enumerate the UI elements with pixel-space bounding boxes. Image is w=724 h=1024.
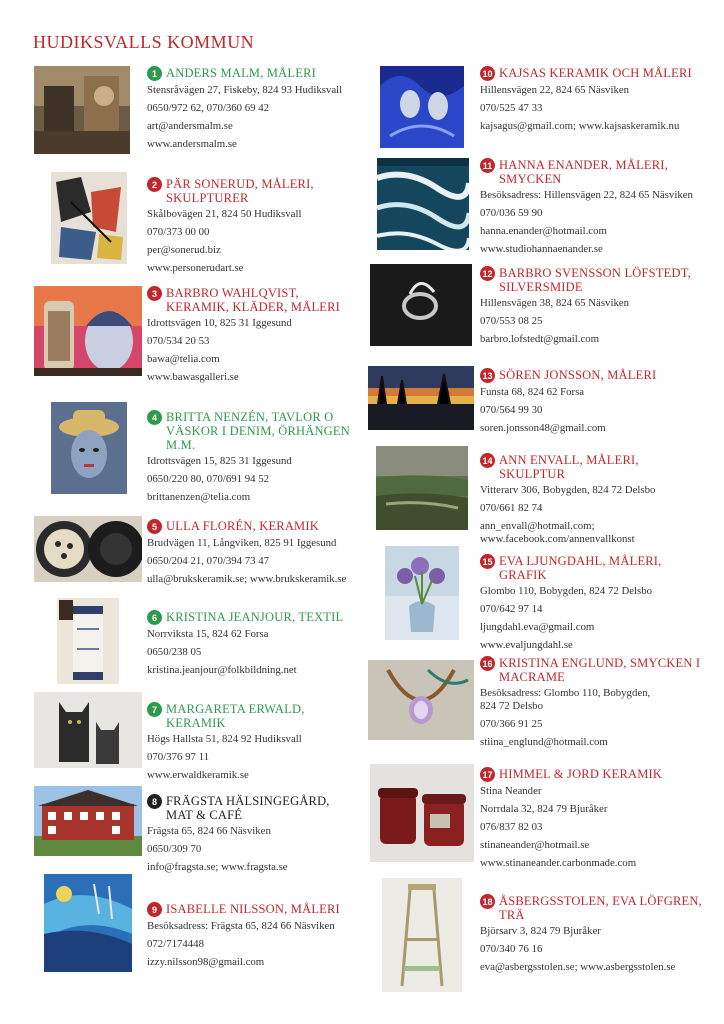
email[interactable]: izzy.nilsson98@gmail.com xyxy=(147,956,265,968)
artist-name: BARBRO WAHLQVIST, KERAMIK, KLÄDER, MÅLERI xyxy=(166,286,341,314)
phone: 070/564 99 30 xyxy=(480,404,543,416)
address: Glombo 110, Bobygden, 824 72 Delsbo xyxy=(480,585,653,597)
address: Norrdala 32, 824 79 Bjuråker xyxy=(480,803,608,815)
artwork-image xyxy=(370,264,472,346)
website[interactable]: www.studiohannaenander.se xyxy=(480,243,603,255)
artwork-image xyxy=(382,878,462,992)
address: Idrottsvägen 10, 825 31 Iggesund xyxy=(147,317,292,329)
address: Besöksadress: Hillensvägen 22, 824 65 Näsviken xyxy=(480,189,693,201)
artwork-image xyxy=(34,286,142,376)
website[interactable]: www.bawasgalleri.se xyxy=(147,371,239,383)
artist-name: HIMMEL & JORD KERAMIK xyxy=(499,767,663,781)
phone: 070/366 91 25 xyxy=(480,718,543,730)
email[interactable]: barbro.lofstedt@gmail.com xyxy=(480,333,600,345)
address: Stensråvägen 27, Fiskeby, 824 93 Hudiksvall xyxy=(147,84,343,96)
artist-name: ULLA FLORÉN, KERAMIK xyxy=(166,519,319,533)
address: Högs Hallsta 51, 824 92 Hudiksvall xyxy=(147,733,302,745)
entry-number-badge: 9 xyxy=(147,902,162,917)
entry-number-badge: 18 xyxy=(480,894,495,909)
phone: 070/642 97 14 xyxy=(480,603,543,615)
entry-number-badge: 15 xyxy=(480,554,495,569)
phone: 070/525 47 33 xyxy=(480,102,543,114)
artist-name: PÄR SONERUD, MÅLERI, SKULPTURER xyxy=(166,177,314,205)
artwork-image xyxy=(377,158,469,250)
email[interactable]: bawa@telia.com xyxy=(147,353,220,365)
entry-number-badge: 17 xyxy=(480,767,495,782)
entry-number-badge: 10 xyxy=(480,66,495,81)
address: Funsta 68, 824 62 Forsa xyxy=(480,386,585,398)
phone: 0650/238 05 xyxy=(147,646,202,658)
artwork-image xyxy=(385,546,459,640)
phone: 070/376 97 11 xyxy=(147,751,209,763)
phone: 070/036 59 90 xyxy=(480,207,543,219)
artist-name: BRITTA NENZÉN, TAVLOR O VÄSKOR I DENIM, ÖRHÄNGEN M.M. xyxy=(166,410,350,452)
email-website[interactable]: ulla@brukskeramik.se; www.brukskeramik.se xyxy=(147,573,347,585)
phone: 070/340 76 16 xyxy=(480,943,543,955)
phone: 0650/204 21, 070/394 73 47 xyxy=(147,555,270,567)
email[interactable]: brittanenzen@telia.com xyxy=(147,491,251,503)
address: Skålbovägen 21, 824 50 Hudiksvall xyxy=(147,208,302,220)
website[interactable]: www.erwaldkeramik.se xyxy=(147,769,249,781)
email[interactable]: soren.jonsson48@gmail.com xyxy=(480,422,606,434)
email[interactable]: art@andersmalm.se xyxy=(147,120,233,132)
phone: 072/7174448 xyxy=(147,938,204,950)
page-title: HUDIKSVALLS KOMMUN xyxy=(33,32,255,52)
entry-number-badge: 3 xyxy=(147,286,162,301)
email-website[interactable]: eva@asbergsstolen.se; www.asbergsstolen.se xyxy=(480,961,676,973)
artwork-image xyxy=(380,66,464,148)
entry-number-badge: 6 xyxy=(147,610,162,625)
phone: 070/661 82 74 xyxy=(480,502,543,514)
artwork-image xyxy=(370,764,474,862)
address: Besöksadress: Glombo 110, Bobygden, 824 72 Delsbo xyxy=(480,687,651,712)
entry-number-badge: 14 xyxy=(480,453,495,468)
artist-name: EVA LJUNGDAHL, MÅLERI, GRAFIK xyxy=(499,554,662,582)
phone: 076/837 82 03 xyxy=(480,821,543,833)
address: Vitterarv 306, Bobygden, 824 72 Delsbo xyxy=(480,484,656,496)
email[interactable]: hanna.enander@hotmail.com xyxy=(480,225,607,237)
entry-number-badge: 7 xyxy=(147,702,162,717)
email[interactable]: per@sonerud.biz xyxy=(147,244,221,256)
artwork-image xyxy=(368,660,474,740)
email-website[interactable]: ann_envall@hotmail.com; www.facebook.com/annenvallkonst xyxy=(480,520,635,545)
phone: 070/553 08 25 xyxy=(480,315,543,327)
artwork-image xyxy=(51,402,127,494)
email[interactable]: stiina_englund@hotmail.com xyxy=(480,736,608,748)
artist-name: MARGARETA ERWALD, KERAMIK xyxy=(166,702,305,730)
address: Björsarv 3, 824 79 Bjuråker xyxy=(480,925,601,937)
website[interactable]: www.evaljungdahl.se xyxy=(480,639,573,651)
phone: 0650/220 80, 070/691 94 52 xyxy=(147,473,270,485)
artist-name: KAJSAS KERAMIK OCH MÅLERI xyxy=(499,66,692,80)
entry-number-badge: 4 xyxy=(147,410,162,425)
artwork-image xyxy=(34,516,142,582)
entry-number-badge: 12 xyxy=(480,266,495,281)
email[interactable]: kristina.jeanjour@folkbildning.net xyxy=(147,664,297,676)
address: Hillensvägen 22, 824 65 Näsviken xyxy=(480,84,630,96)
address: Idrottsvägen 15, 825 31 Iggesund xyxy=(147,455,292,467)
email-website[interactable]: kajsagus@gmail.com; www.kajsaskeramik.nu xyxy=(480,120,680,132)
entry-number-badge: 11 xyxy=(480,158,495,173)
email[interactable]: stinaneander@hotmail.se xyxy=(480,839,590,851)
artist-name: BARBRO SVENSSON LÖFSTEDT, SILVERSMIDE xyxy=(499,266,691,294)
website[interactable]: www.personerudart.se xyxy=(147,262,244,274)
phone: 070/373 00 00 xyxy=(147,226,210,238)
contact-person: Stina Neander xyxy=(480,785,542,797)
address: Frägsta 65, 824 66 Näsviken xyxy=(147,825,271,837)
artwork-image xyxy=(57,598,119,684)
artist-name: KRISTINA JEANJOUR, TEXTIL xyxy=(166,610,344,624)
website[interactable]: www.stinaneander.carbonmade.com xyxy=(480,857,637,869)
address: Hillensvägen 38, 824 65 Näsviken xyxy=(480,297,630,309)
artist-name: HANNA ENANDER, MÅLERI, SMYCKEN xyxy=(499,158,668,186)
entry-number-badge: 5 xyxy=(147,519,162,534)
entry-number-badge: 2 xyxy=(147,177,162,192)
entry-number-badge: 13 xyxy=(480,368,495,383)
email-website[interactable]: info@fragsta.se; www.fragsta.se xyxy=(147,861,288,873)
artist-name: KRISTINA ENGLUND, SMYCKEN I MACRAME xyxy=(499,656,701,684)
phone: 0650/972 62, 070/360 69 42 xyxy=(147,102,270,114)
entry-number-badge: 16 xyxy=(480,656,495,671)
address: Besöksadress: Frägsta 65, 824 66 Näsviken xyxy=(147,920,335,932)
artwork-image xyxy=(51,172,127,264)
artwork-image xyxy=(34,66,130,154)
artist-name: ÅSBERGSSTOLEN, EVA LÖFGREN, TRÄ xyxy=(499,894,702,922)
artwork-image xyxy=(376,446,468,530)
website[interactable]: www.andersmalm.se xyxy=(147,138,237,150)
artwork-image xyxy=(368,366,474,430)
artist-name: ISABELLE NILSSON, MÅLERI xyxy=(166,902,340,916)
artwork-image xyxy=(34,692,142,768)
entry-number-badge: 1 xyxy=(147,66,162,81)
artist-name: SÖREN JONSSON, MÅLERI xyxy=(499,368,657,382)
artist-name: ANDERS MALM, MÅLERI xyxy=(166,66,316,80)
entry-number-badge: 8 xyxy=(147,794,162,809)
phone: 070/534 20 53 xyxy=(147,335,210,347)
artwork-image xyxy=(44,874,132,972)
phone: 0650/309 70 xyxy=(147,843,202,855)
artwork-image xyxy=(34,786,142,856)
email[interactable]: ljungdahl.eva@gmail.com xyxy=(480,621,595,633)
address: Norrviksta 15, 824 62 Forsa xyxy=(147,628,269,640)
address: Brudvägen 11, Långviken, 825 91 Iggesund xyxy=(147,537,337,549)
artist-name: FRÄGSTA HÄLSINGEGÅRD, MAT & CAFÉ xyxy=(166,794,330,822)
artist-name: ANN ENVALL, MÅLERI, SKULPTUR xyxy=(499,453,639,481)
